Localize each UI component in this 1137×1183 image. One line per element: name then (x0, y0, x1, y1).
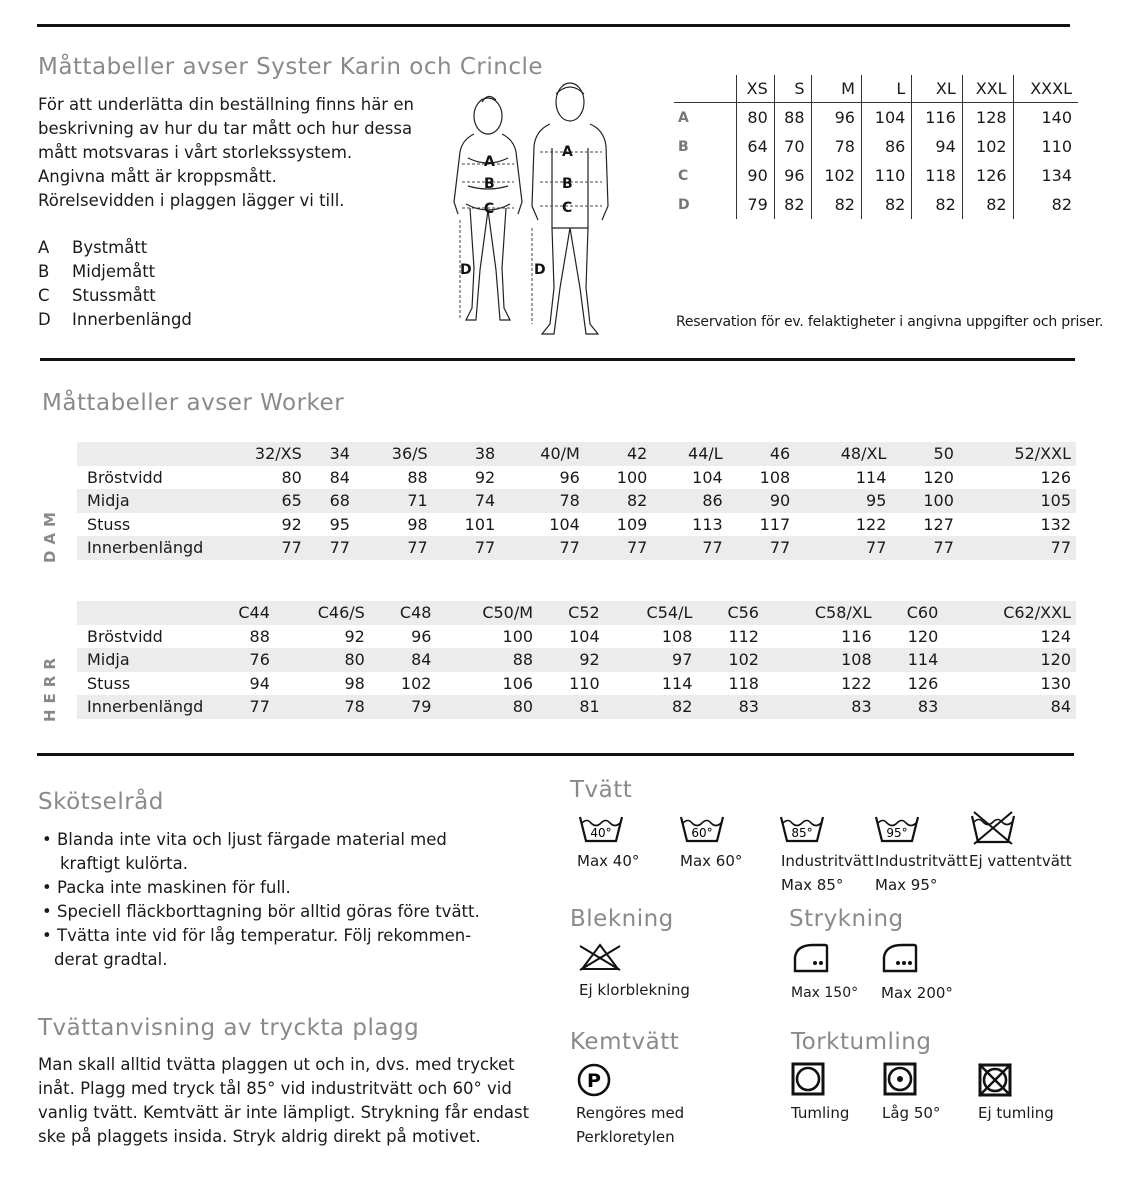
legend-item: B Midjemått (38, 262, 156, 281)
table-row: Midja 76 80 84 88 92 97 102 108 114 120 (77, 648, 1076, 672)
iron-150-icon (791, 941, 831, 975)
body-measure-figure (440, 78, 620, 338)
figure-label-a: A (562, 144, 573, 160)
table-row: Innerbenlängd 77 78 79 80 81 82 83 83 83 84 (77, 695, 1076, 719)
size-table-karin (674, 75, 1078, 219)
table-row: Innerbenlängd 77 77 77 77 77 77 77 77 77 77 77 (77, 536, 1076, 560)
worker-table-dam (77, 442, 1076, 560)
wash-95-icon (874, 815, 920, 845)
svg-text:95°: 95° (886, 826, 908, 840)
list-item: • Blanda inte vita och ljust färgade material med (42, 830, 447, 849)
iron-label: Max 150° (791, 985, 859, 1001)
bleach-title: Blekning (570, 906, 674, 932)
figure-label-d: D (534, 262, 546, 278)
tumble-label: Ej tumling (978, 1104, 1054, 1122)
column-header: L (861, 75, 911, 103)
figure-label-b: B (484, 176, 495, 192)
herr-side-label: HERR (41, 652, 59, 722)
wash-label: Max 40° (577, 852, 640, 870)
care-bullet-list (42, 828, 480, 972)
bleach-label: Ej klorblekning (579, 981, 690, 999)
worker-table-herr (77, 601, 1076, 719)
wash-title: Tvätt (570, 777, 633, 803)
wash-label: Max 60° (680, 852, 743, 870)
table-row: Stuss 94 98 102 106 110 114 118 122 126 130 (77, 672, 1076, 696)
no-bleach-icon (578, 942, 622, 972)
table-row: A 80 88 96 104 116 128 140 (674, 103, 1078, 133)
svg-text:85°: 85° (791, 826, 813, 840)
section1-intro (38, 93, 414, 213)
column-header: XL (912, 75, 962, 103)
svg-text:P: P (587, 1070, 601, 1092)
dryclean-label: Rengöres med Perkloretylen (576, 1104, 685, 1146)
figure-label-c: C (562, 200, 573, 216)
figure-label-d: D (460, 262, 472, 278)
column-header: S (774, 75, 811, 103)
table-row: D 79 82 82 82 82 82 82 (674, 190, 1078, 219)
svg-text:40°: 40° (590, 826, 612, 840)
list-item: • Speciell fläckborttagning bör alltid göras före tvätt. (42, 902, 480, 921)
no-wash-icon (970, 810, 1016, 846)
section1-title: Måttabeller avser Syster Karin och Crincle (38, 54, 544, 80)
figure-label-a: A (484, 154, 495, 170)
table-row: B 64 70 78 86 94 102 110 (674, 132, 1078, 161)
column-header: XS (737, 75, 775, 103)
section2-title: Måttabeller avser Worker (42, 390, 345, 416)
tumble-low-icon (883, 1062, 917, 1096)
top-rule (37, 24, 1070, 27)
wash-60-icon (679, 815, 725, 845)
table-row: C 90 96 102 110 118 126 134 (674, 161, 1078, 190)
table-row: Bröstvidd 80 84 88 92 96 100 104 108 114 120 126 (77, 466, 1076, 490)
measure-legend (38, 236, 192, 332)
wash-40-icon (578, 815, 624, 845)
tumble-label: Tumling (791, 1104, 850, 1122)
section-divider (40, 358, 1075, 361)
disclaimer: Reservation för ev. felaktigheter i angivna uppgifter och priser. (676, 314, 1104, 330)
table-row: Midja 65 68 71 74 78 82 86 90 95 100 105 (77, 489, 1076, 513)
intro-line: beskrivning av hur du tar mått och hur dessa (38, 119, 413, 138)
table-header-row (674, 75, 1078, 103)
iron-title: Strykning (789, 906, 904, 932)
dryclean-p-icon (576, 1062, 612, 1098)
print-care-title: Tvättanvisning av tryckta plagg (38, 1015, 420, 1041)
table-row: Stuss 92 95 98 101 104 109 113 117 122 127 132 (77, 513, 1076, 537)
dryclean-title: Kemtvätt (570, 1029, 680, 1055)
intro-line: För att underlätta din beställning finns här en (38, 95, 414, 114)
legend-item: C Stussmått (38, 286, 156, 305)
tumble-title: Torktumling (791, 1029, 932, 1055)
intro-line: Rörelsevidden i plaggen lägger vi till. (38, 191, 345, 210)
list-item: • Packa inte maskinen för full. (42, 878, 291, 897)
wash-85-icon (779, 815, 825, 845)
tumble-label: Låg 50° (882, 1104, 941, 1122)
figure-label-c: C (484, 201, 495, 217)
table-row: Bröstvidd 88 92 96 100 104 108 112 116 120 124 (77, 625, 1076, 649)
iron-200-icon (880, 941, 920, 975)
tumble-icon (791, 1062, 825, 1096)
column-header: M (811, 75, 861, 103)
legend-item: A Bystmått (38, 238, 148, 257)
intro-line: mått motsvaras i vårt storlekssystem. (38, 143, 353, 162)
section-divider (37, 753, 1074, 756)
table-header-row: C44 C46/S C48 C50/M C52 C54/L C56 C58/XL C60 C62/XXL (77, 601, 1076, 625)
print-care-text: Man skall alltid tvätta plaggen ut och in, dvs. med trycket inåt. Plagg med tryck tål 85° vid industritvätt och 60° vid vanlig tvätt. Kemtvätt är inte lämpligt. Strykning får endast ske på plaggets insida. Stryk aldrig direkt på motivet. (38, 1055, 530, 1146)
intro-line: Angivna mått är kroppsmått. (38, 167, 277, 186)
column-header: XXXL (1013, 75, 1078, 103)
wash-label: Industritvätt Max 95° (875, 852, 968, 894)
svg-text:60°: 60° (691, 826, 713, 840)
table-header-row: 32/XS 34 36/S 38 40/M 42 44/L 46 48/XL 50 52/XXL (77, 442, 1076, 466)
dam-side-label: DAM (41, 506, 59, 563)
no-tumble-icon (977, 1062, 1013, 1098)
care-title: Skötselråd (38, 789, 164, 815)
column-header: XXL (962, 75, 1013, 103)
figure-label-b: B (562, 176, 573, 192)
wash-label: Industritvätt Max 85° (781, 852, 874, 894)
list-item: kraftigt kulörta. (60, 854, 189, 873)
legend-item: D Innerbenlängd (38, 310, 192, 329)
list-item: derat gradtal. (54, 950, 168, 969)
wash-label: Ej vattentvätt (969, 852, 1072, 870)
iron-label: Max 200° (881, 984, 953, 1002)
list-item: • Tvätta inte vid för låg temperatur. Följ rekommen- (42, 926, 472, 945)
